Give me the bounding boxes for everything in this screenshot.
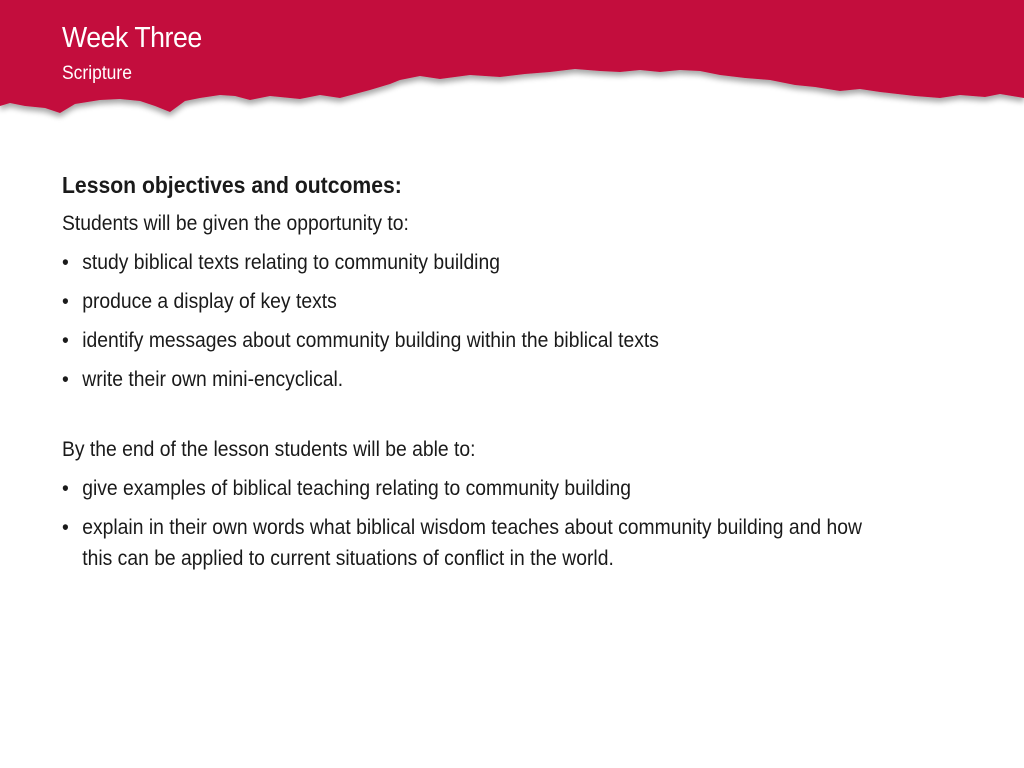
list-item [62,325,881,356]
bullet-icon: • [62,290,69,313]
bullet-icon: • [62,368,69,391]
header-banner [0,0,1024,135]
list-item-text: produce a display of key texts [82,290,337,313]
opportunity-intro: Students will be given the opportunity to: [62,212,409,235]
list-item [62,364,881,395]
list-item-text: identify messages about community building within the biblical texts [82,329,659,352]
bullet-icon: • [62,251,69,274]
list-item-text: explain in their own words what biblical wisdom teaches about community building and how this can be applied to current situations of conflict in the world. [82,516,862,570]
torn-red-banner [0,0,1024,113]
list-item [62,247,881,278]
outcomes-list [62,473,881,574]
list-item-text: give examples of biblical teaching relating to community building [82,477,632,500]
list-item [62,473,881,504]
opportunity-list [62,247,881,395]
outcomes-intro: By the end of the lesson students will be able to: [62,438,476,461]
slide-subtitle: Scripture [62,63,132,84]
slide-content [62,168,881,582]
list-item [62,286,881,317]
list-item-text: write their own mini-encyclical. [82,368,344,391]
slide-title: Week Three [62,22,202,54]
list-item-text: study biblical texts relating to community building [82,251,500,274]
list-item [62,512,881,574]
bullet-icon: • [62,329,69,352]
bullet-icon: • [62,477,69,500]
objectives-heading: Lesson objectives and outcomes: [62,172,402,198]
section-spacer [62,403,881,434]
bullet-icon: • [62,516,69,539]
